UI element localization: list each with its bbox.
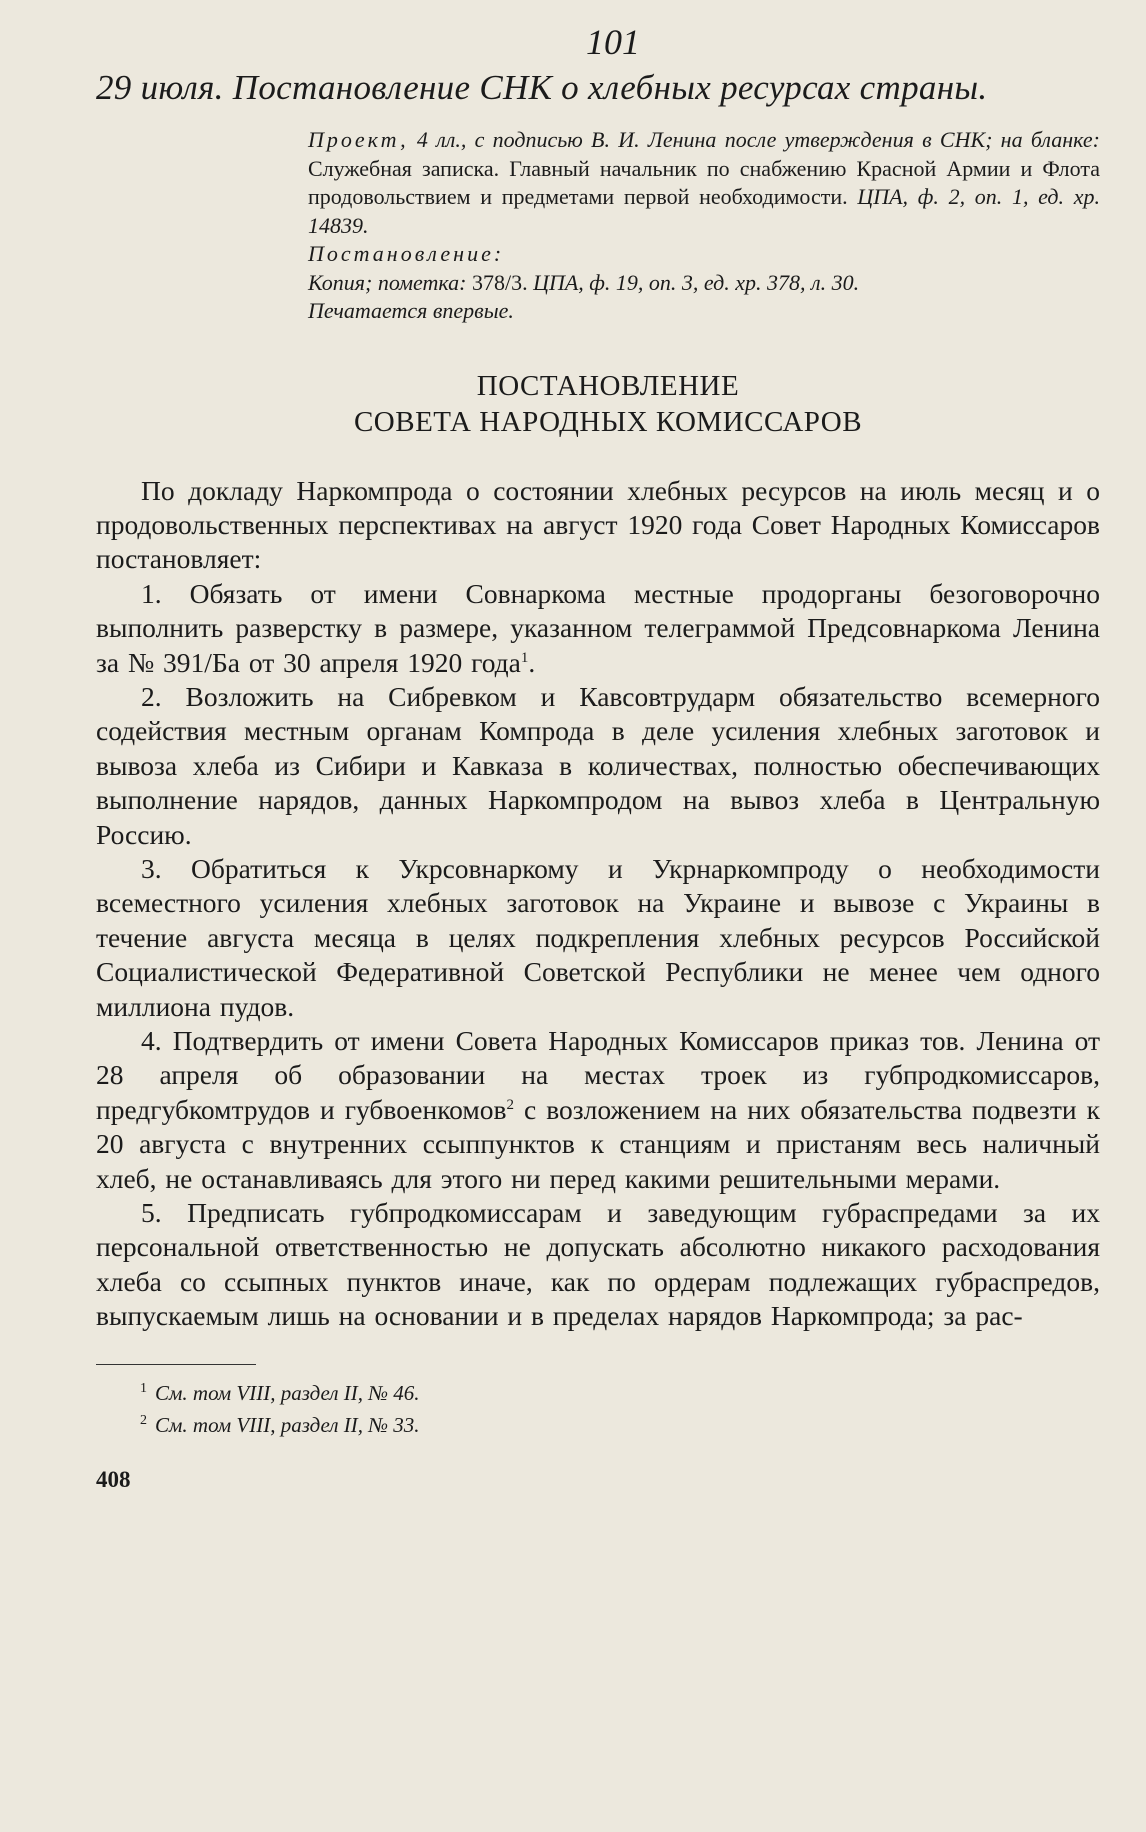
source-line-project bbox=[308, 126, 1100, 240]
source-resolution-label: Постановление: bbox=[308, 241, 505, 266]
footnote-1 bbox=[140, 1375, 1100, 1407]
footnote-2-text: См. том VIII, раздел II, № 33. bbox=[155, 1412, 420, 1437]
footnote-2 bbox=[140, 1407, 1100, 1439]
page-number: 408 bbox=[96, 1466, 131, 1492]
heading-line-1: ПОСТАНОВЛЕНИЕ bbox=[476, 369, 740, 402]
footnotes bbox=[96, 1375, 1100, 1439]
document-number: 101 bbox=[586, 22, 640, 62]
source-project-label: Проект, bbox=[308, 127, 409, 152]
source-project-desc: 4 лл., с подписью В. И. Ленина после утверждения в СНК; на бланке: bbox=[416, 127, 1101, 152]
source-line-copy bbox=[308, 269, 1100, 298]
archival-source-note bbox=[308, 126, 1100, 326]
body-item-2: 2. Возложить на Сибревком и Кавсовтрударм обязательство всемерного содействия местным органам Компрода в деле усиления хлебных заготовок и вывоза хлеба из Сибири и Кавказа в количествах, полностью обеспечивающих выполнение нарядов, данных Наркомпродом на вывоз хлеба в Центральную Россию. bbox=[96, 680, 1100, 850]
footnote-1-mark: 1 bbox=[140, 1380, 147, 1396]
footnote-ref-1: 1 bbox=[520, 649, 529, 666]
resolution-heading bbox=[96, 368, 1100, 440]
body-item-4-text-a: 4. Подтвердить от имени Совета Народных Комиссаров приказ тов. Ленина от 28 апреля об образовании на местах троек из губпродкомиссаров, предгубкомтрудов и губвоенкомов bbox=[96, 1025, 1100, 1125]
resolution-body bbox=[96, 474, 1100, 1334]
document-title: 29 июля. Постановление СНК о хлебных ресурсах страны. bbox=[96, 68, 988, 107]
source-archive-ref-2: ЦПА, ф. 19, оп. 3, ед. хр. 378, л. 30. bbox=[533, 269, 860, 295]
footnote-divider bbox=[96, 1364, 256, 1365]
heading-line-2: СОВЕТА НАРОДНЫХ КОМИССАРОВ bbox=[353, 405, 863, 438]
body-item-1-end: . bbox=[528, 646, 536, 678]
body-intro: По докладу Наркомпрода о состоянии хлебных ресурсов на июль месяц и о продовольственных перспективах на август 1920 года Совет Народных Комиссаров постановляет: bbox=[96, 474, 1100, 575]
footnote-ref-2: 2 bbox=[506, 1096, 515, 1113]
body-item-4 bbox=[96, 1024, 1100, 1196]
source-copy-mark: 378/3. bbox=[471, 269, 528, 295]
body-item-4-text-b: с возложением на них обязательства подвезти к 20 августа с внутренних ссыппунктов к станциям и пристаням весь наличный хлеб, не останавливаясь для этого ни перед какими решительными мерами. bbox=[96, 1093, 1100, 1194]
source-line-resolution-label bbox=[308, 240, 1100, 269]
source-letterhead: Служебная записка. Главный начальник по снабжению Красной Армии и Флота продовольствием и предметами первой необходимости. bbox=[308, 155, 1100, 209]
footnote-2-mark: 2 bbox=[140, 1412, 147, 1428]
body-item-5: 5. Предписать губпродкомиссарам и заведующим губраспредами за их персональной ответственностью не допускать абсолютно никакого расходования хлеба со ссыпных пунктов иначе, как по ордерам подлежащих губраспредов, выпускаемым лишь на основании и в пределах нарядов Наркомпрода; за рас- bbox=[96, 1197, 1100, 1332]
body-item-1 bbox=[96, 577, 1100, 680]
source-copy-label: Копия; пометка: bbox=[308, 269, 467, 295]
footnote-1-text: См. том VIII, раздел II, № 46. bbox=[155, 1380, 420, 1405]
source-archive-ref-1: ЦПА, ф. 2, оп. 1, ед. хр. 14839. bbox=[308, 184, 1100, 238]
body-item-1-text: 1. Обязать от имени Совнаркома местные продорганы безоговорочно выполнить разверстку в размере, указанном телеграммой Предсовнаркома Ленина за № 391/Ба от 30 апреля 1920 года bbox=[96, 577, 1100, 678]
source-first-publication: Печатается впервые. bbox=[308, 298, 514, 323]
body-item-3: 3. Обратиться к Укрсовнаркому и Укрнаркомпроду о необходимости всеместного усиления хлебных заготовок на Украине и вывозе с Украины в течение августа месяца в целях подкрепления хлебных ресурсов Российской Социалистической Федеративной Советской Республики не менее чем одного миллиона пудов. bbox=[96, 852, 1100, 1022]
